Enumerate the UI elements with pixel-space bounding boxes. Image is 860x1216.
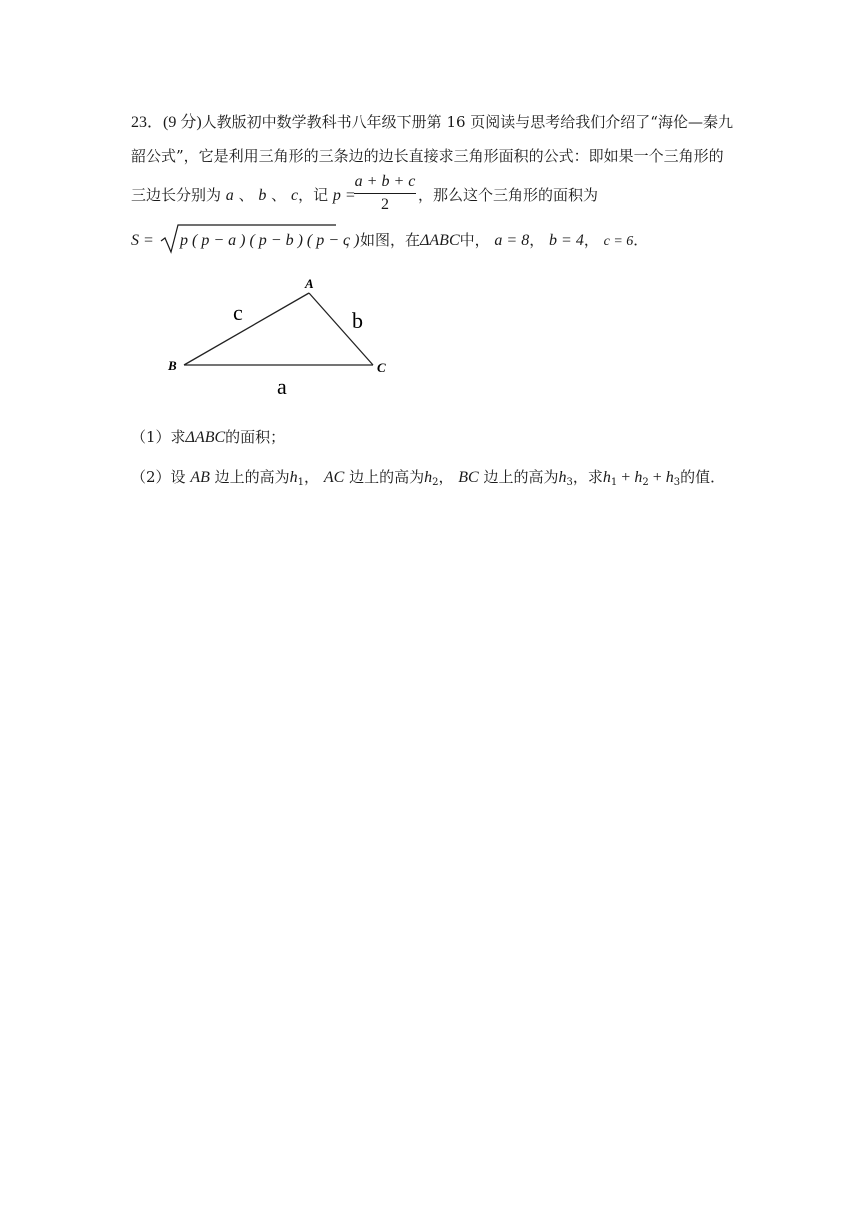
a-value: a = 8 (494, 232, 530, 249)
q2-BC: BC (458, 469, 479, 486)
var-c: c (290, 187, 299, 204)
question-2 (131, 467, 725, 493)
sep-2: 、 (271, 186, 287, 204)
q2-text-2: 边上的高为 (349, 468, 425, 486)
problem-line-4 (131, 230, 154, 251)
sqrt-content-line (180, 230, 359, 251)
var-b: b (258, 187, 267, 204)
q2-end: 的值． (680, 468, 726, 486)
line3-suffix: ，那么这个三角形的面积为 (418, 186, 599, 204)
question-1 (131, 427, 285, 448)
q2-comma-2: ， (438, 468, 454, 486)
problem-text-line-1: 人教版初中数学教科书八年级下册第 16 页阅读与思考给我们介绍了“海伦—秦九 (201, 113, 733, 131)
q2-AB: AB (190, 469, 210, 486)
fraction-bar (354, 193, 416, 194)
comma-ji: ，记 (298, 186, 329, 204)
q2-h2-sub: 2 (432, 477, 439, 488)
comma-2: ， (583, 231, 599, 249)
fraction-numerator: a + b + c (354, 173, 416, 190)
problem-line-1 (131, 112, 733, 133)
vertex-A-label: A (305, 276, 314, 291)
var-a: a (225, 187, 234, 204)
triangle-figure (160, 268, 420, 408)
c-value: c = 6 (603, 234, 634, 249)
S-equals: S = (131, 232, 154, 249)
q2-h2: h (424, 469, 433, 486)
triangle-name: ΔABC (420, 232, 460, 249)
q1-triangle: ΔABC (185, 429, 226, 446)
zhong: 中， (459, 231, 490, 249)
q2-text-1: 边上的高为 (214, 468, 290, 486)
period: ． (633, 231, 649, 249)
sep-1: 、 (238, 186, 254, 204)
comma-1: ， (529, 231, 545, 249)
q2-sum-h2: h (634, 469, 643, 486)
q1-suffix: 的面积； (225, 428, 286, 446)
side-c-line (184, 293, 309, 365)
problem-number: 23．(9 分) (131, 114, 202, 131)
b-value: b = 4 (549, 232, 584, 249)
q2-plus-2: + (648, 469, 666, 486)
line4-mid: ，如图，在 (345, 231, 421, 249)
q1-label: （1）求 (131, 428, 186, 446)
q2-h1-sub: 1 (297, 477, 305, 488)
q2-plus-1: + (617, 469, 635, 486)
q2-sum-h2-sub: 2 (642, 477, 649, 488)
q2-AC: AC (323, 469, 345, 486)
side-b-line (309, 293, 373, 365)
q2-h3: h (558, 469, 567, 486)
q2-sum-h3-sub: 3 (673, 477, 681, 488)
p-fraction (354, 172, 416, 215)
problem-text-line-2: 韶公式”，它是利用三角形的三条边的边长直接求三角形面积的公式：即如果一个三角形的 (131, 147, 724, 165)
problem-line-2 (131, 146, 724, 166)
side-c-label: c (233, 300, 243, 325)
q2-sum-h1-sub: 1 (610, 477, 618, 488)
p-equals: p = (332, 187, 356, 204)
q2-label: （2）设 (131, 468, 186, 486)
problem-line-3-suffix (418, 185, 598, 205)
q2-sum-h3: h (665, 469, 674, 486)
q2-comma-1: ， (304, 468, 320, 486)
q2-h3-sub: 3 (566, 477, 573, 488)
line3-prefix: 三边长分别为 (131, 186, 222, 204)
q2-h1: h (289, 469, 298, 486)
sqrt-content: p ( p − a ) ( p − b ) ( p − c ) (180, 232, 360, 249)
vertex-B-label: B (168, 358, 177, 373)
q2-text-3: 边上的高为 (483, 468, 559, 486)
side-a-label: a (277, 374, 287, 399)
q2-sum-h1: h (602, 469, 611, 486)
vertex-C-label: C (377, 360, 386, 375)
side-b-label: b (352, 308, 363, 333)
q2-qiu: ，求 (572, 468, 603, 486)
fraction-denominator: 2 (381, 196, 389, 213)
problem-line-4-rest (345, 230, 648, 252)
problem-line-3 (131, 185, 356, 206)
